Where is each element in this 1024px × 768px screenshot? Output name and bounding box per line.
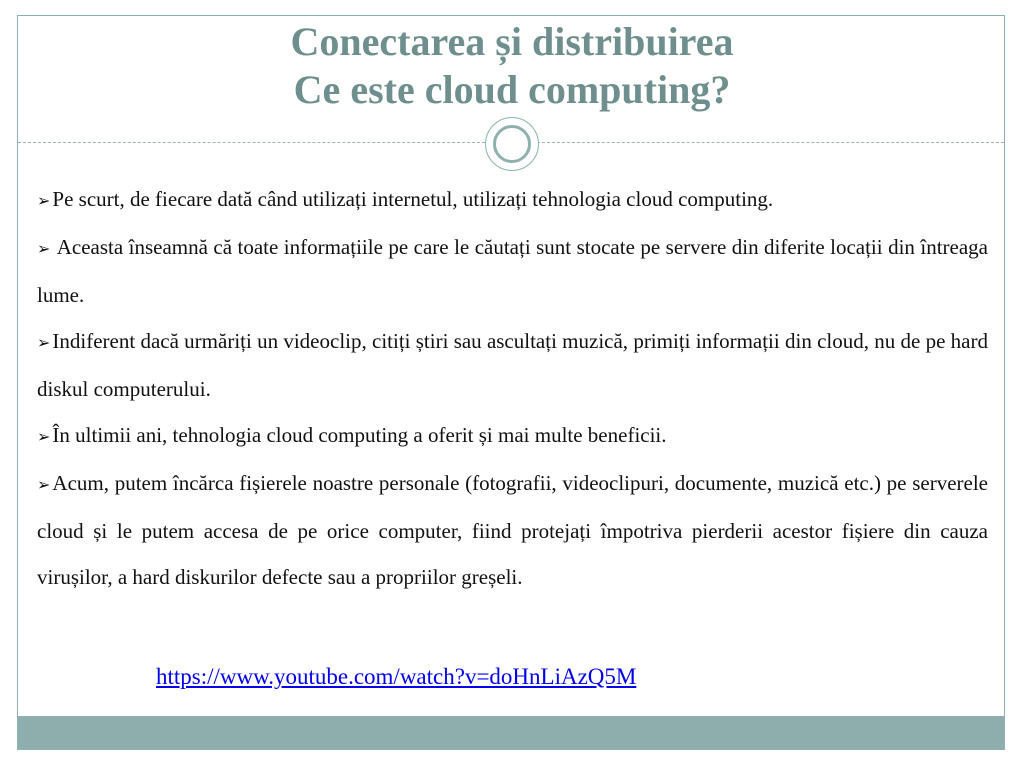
slide-title <box>0 18 1024 114</box>
bullet-item <box>37 412 988 460</box>
arrowhead-bullet-icon: ➢ <box>37 427 51 446</box>
arrowhead-bullet-icon: ➢ <box>37 333 51 352</box>
inner-ring <box>493 125 531 163</box>
footer-bar <box>18 716 1004 749</box>
arrowhead-bullet-icon: ➢ <box>37 475 51 494</box>
double-ring-icon <box>485 117 539 171</box>
arrowhead-bullet-icon: ➢ <box>37 239 51 258</box>
bullet-item <box>37 176 988 224</box>
bullet-item <box>37 224 988 318</box>
arrowhead-bullet-icon: ➢ <box>37 191 51 210</box>
bullet-text: În ultimii ani, tehnologia cloud computing a oferit și mai multe beneficii. <box>52 423 667 447</box>
bullet-text: Acum, putem încărca fișierele noastre personale (fotografii, videoclipuri, documente, muzică etc.) pe serverele cloud și le putem accesa de pe orice computer, fiind protejați împotriva pierderii acestor fișiere din cauza virușilor, a hard diskurilor defecte sau a propriilor greșeli. <box>37 471 988 589</box>
bullet-text: Pe scurt, de fiecare dată când utilizați internetul, utilizați tehnologia cloud computing. <box>52 187 774 211</box>
slide-body <box>37 176 988 600</box>
bullet-item <box>37 460 988 600</box>
bullet-item <box>37 318 988 412</box>
title-line-2: Ce este cloud computing? <box>293 67 731 112</box>
bullet-text: Aceasta înseamnă că toate informațiile pe care le căutați sunt stocate pe servere din diferite locații din întreaga lume. <box>37 235 988 307</box>
youtube-link[interactable]: https://www.youtube.com/watch?v=doHnLiAzQ5M <box>156 664 637 689</box>
title-line-1: Conectarea și distribuirea <box>290 19 734 64</box>
bullet-text: Indiferent dacă urmăriți un videoclip, citiți știri sau ascultați muzică, primiți informații din cloud, nu de pe hard diskul computerului. <box>37 329 988 401</box>
